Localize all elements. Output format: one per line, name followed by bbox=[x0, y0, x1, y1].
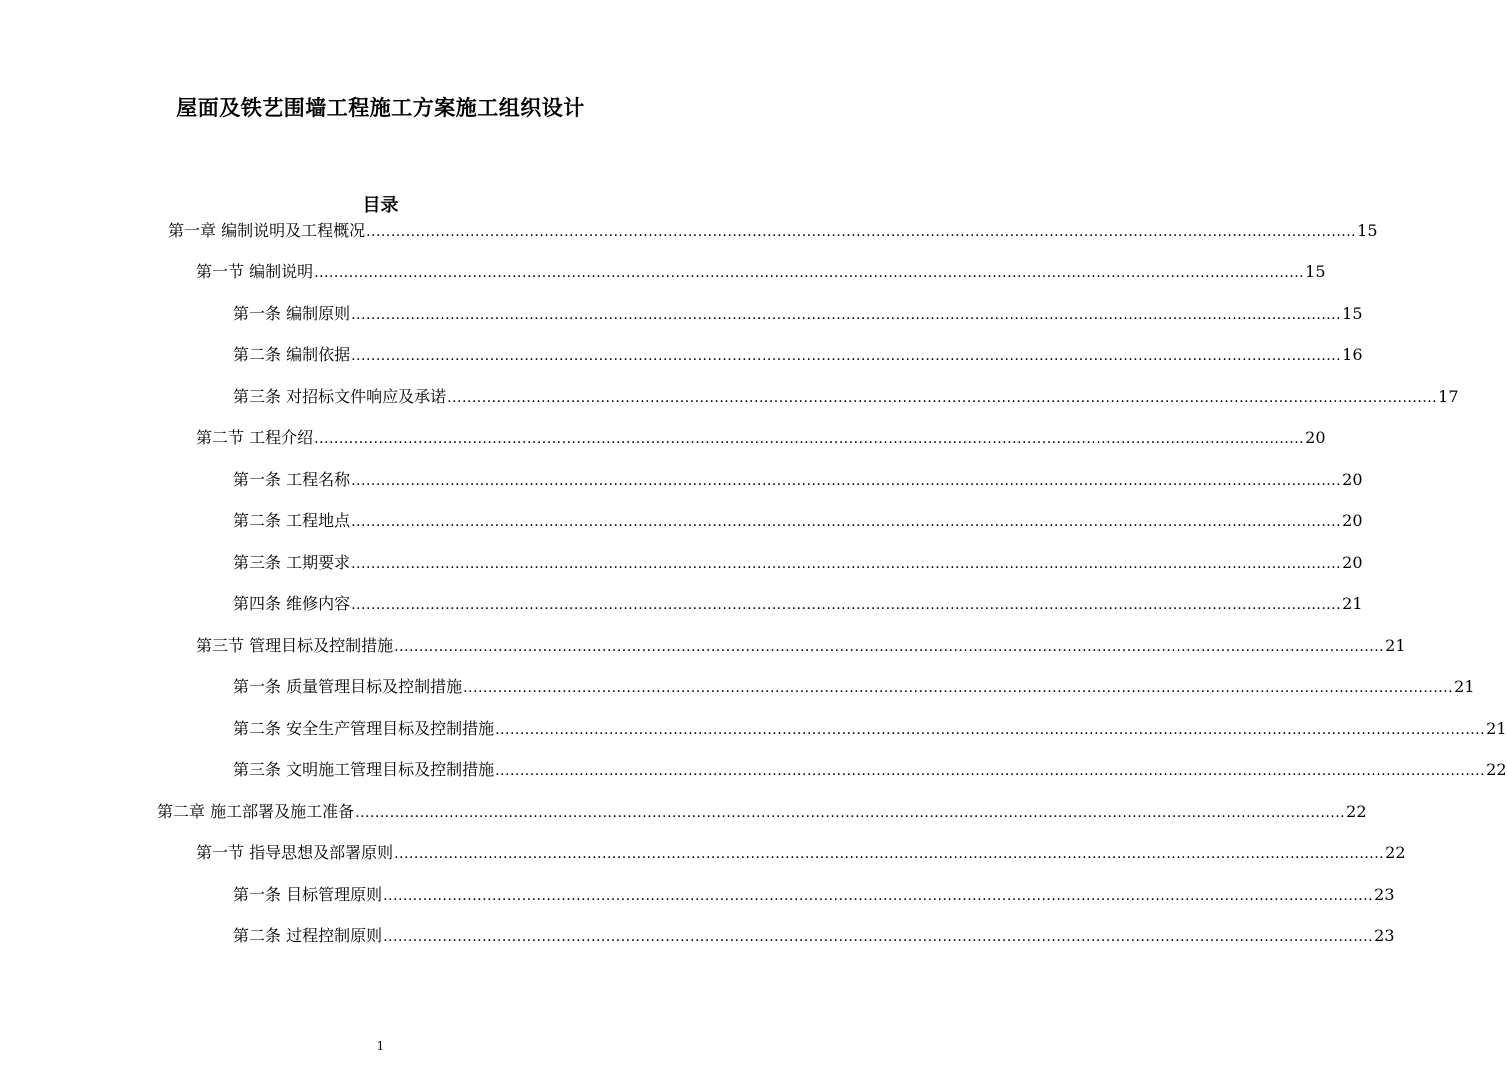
toc-entry-label: 第一条 工程名称 bbox=[233, 470, 351, 489]
toc-entry-article[interactable] bbox=[233, 594, 1363, 615]
toc-entry-label: 第二条 过程控制原则 bbox=[233, 926, 383, 945]
toc-entry-label: 第二节 工程介绍 bbox=[196, 428, 314, 447]
toc-entry-page: 20 bbox=[1342, 511, 1363, 530]
toc-leader-dots: ........................................................................................................................................................................................................ bbox=[394, 639, 1385, 655]
toc-entry-article[interactable] bbox=[233, 885, 1395, 906]
toc-leader-dots: ........................................................................................................................................................................................................ bbox=[314, 265, 1305, 281]
toc-leader-dots: ........................................................................................................................................................................................................ bbox=[495, 763, 1486, 779]
toc-entry-page: 17 bbox=[1438, 387, 1459, 406]
toc-entry-page: 21 bbox=[1342, 594, 1363, 613]
toc-entry-article[interactable] bbox=[233, 304, 1363, 325]
toc-entry-article[interactable] bbox=[233, 345, 1363, 366]
toc-entry-label: 第四条 维修内容 bbox=[233, 594, 351, 613]
toc-entry-page: 20 bbox=[1342, 470, 1363, 489]
toc-entry-page: 21 bbox=[1454, 677, 1475, 696]
toc-entry-article[interactable] bbox=[233, 926, 1395, 947]
toc-leader-dots: ........................................................................................................................................................................................................ bbox=[366, 224, 1357, 240]
toc-leader-dots: ........................................................................................................................................................................................................ bbox=[383, 929, 1374, 945]
toc-leader-dots: ........................................................................................................................................................................................................ bbox=[495, 722, 1486, 738]
toc-entry-label: 第二章 施工部署及施工准备 bbox=[157, 802, 355, 821]
toc-entry-label: 第一条 编制原则 bbox=[233, 304, 351, 323]
toc-entry-label: 第三条 文明施工管理目标及控制措施 bbox=[233, 760, 495, 779]
toc-entry-page: 15 bbox=[1342, 304, 1363, 323]
toc-entry-article[interactable] bbox=[233, 553, 1363, 574]
toc-entry-label: 第二条 编制依据 bbox=[233, 345, 351, 364]
toc-entry-article[interactable] bbox=[233, 719, 1507, 740]
toc-leader-dots: ........................................................................................................................................................................................................ bbox=[355, 805, 1346, 821]
toc-leader-dots: ........................................................................................................................................................................................................ bbox=[351, 348, 1342, 364]
toc-entry-page: 23 bbox=[1374, 926, 1395, 945]
toc-entry-article[interactable] bbox=[233, 387, 1459, 408]
toc-entry-label: 第一条 目标管理原则 bbox=[233, 885, 383, 904]
toc-entry-article[interactable] bbox=[233, 677, 1475, 698]
toc-entry-page: 15 bbox=[1357, 221, 1378, 240]
toc-entry-label: 第二条 工程地点 bbox=[233, 511, 351, 530]
toc-entry-article[interactable] bbox=[233, 760, 1507, 781]
toc-entry-article[interactable] bbox=[233, 511, 1363, 532]
toc-entry-section-2-1[interactable] bbox=[196, 843, 1406, 864]
toc-entry-page: 21 bbox=[1385, 636, 1406, 655]
toc-entry-label: 第一节 指导思想及部署原则 bbox=[196, 843, 394, 862]
toc-leader-dots: ........................................................................................................................................................................................................ bbox=[463, 680, 1454, 696]
toc-entry-label: 第三条 对招标文件响应及承诺 bbox=[233, 387, 447, 406]
toc-entry-label: 第一节 编制说明 bbox=[196, 262, 314, 281]
toc-leader-dots: ........................................................................................................................................................................................................ bbox=[351, 473, 1342, 489]
toc-entry-chapter-2[interactable] bbox=[157, 802, 1367, 823]
toc-leader-dots: ........................................................................................................................................................................................................ bbox=[351, 597, 1342, 613]
toc-entry-page: 20 bbox=[1305, 428, 1326, 447]
page-number: 1 bbox=[376, 1039, 385, 1053]
toc-leader-dots: ........................................................................................................................................................................................................ bbox=[351, 556, 1342, 572]
toc-entry-page: 23 bbox=[1374, 885, 1395, 904]
toc-entry-page: 20 bbox=[1342, 553, 1363, 572]
toc-entry-label: 第三节 管理目标及控制措施 bbox=[196, 636, 394, 655]
toc-entry-label: 第二条 安全生产管理目标及控制措施 bbox=[233, 719, 495, 738]
toc-entry-label: 第一条 质量管理目标及控制措施 bbox=[233, 677, 463, 696]
toc-leader-dots: ........................................................................................................................................................................................................ bbox=[351, 514, 1342, 530]
toc-entry-chapter-1[interactable] bbox=[168, 221, 1378, 242]
document-title: 屋面及铁艺围墙工程施工方案施工组织设计 bbox=[176, 96, 585, 120]
toc-leader-dots: ........................................................................................................................................................................................................ bbox=[314, 431, 1305, 447]
toc-heading: 目录 bbox=[362, 195, 399, 216]
toc-leader-dots: ........................................................................................................................................................................................................ bbox=[447, 390, 1438, 406]
toc-leader-dots: ........................................................................................................................................................................................................ bbox=[394, 846, 1385, 862]
toc-entry-page: 21 bbox=[1486, 719, 1507, 738]
toc-entry-page: 16 bbox=[1342, 345, 1363, 364]
toc-leader-dots: ........................................................................................................................................................................................................ bbox=[383, 888, 1374, 904]
toc-entry-page: 15 bbox=[1305, 262, 1326, 281]
toc-entry-page: 22 bbox=[1346, 802, 1367, 821]
toc-entry-label: 第三条 工期要求 bbox=[233, 553, 351, 572]
toc-entry-section-1-3[interactable] bbox=[196, 636, 1406, 657]
toc-leader-dots: ........................................................................................................................................................................................................ bbox=[351, 307, 1342, 323]
toc-entry-section-1-2[interactable] bbox=[196, 428, 1326, 449]
toc-entry-article[interactable] bbox=[233, 470, 1363, 491]
toc-entry-page: 22 bbox=[1385, 843, 1406, 862]
toc-entry-label: 第一章 编制说明及工程概况 bbox=[168, 221, 366, 240]
toc-entry-page: 22 bbox=[1486, 760, 1507, 779]
toc-entry-section-1-1[interactable] bbox=[196, 262, 1326, 283]
